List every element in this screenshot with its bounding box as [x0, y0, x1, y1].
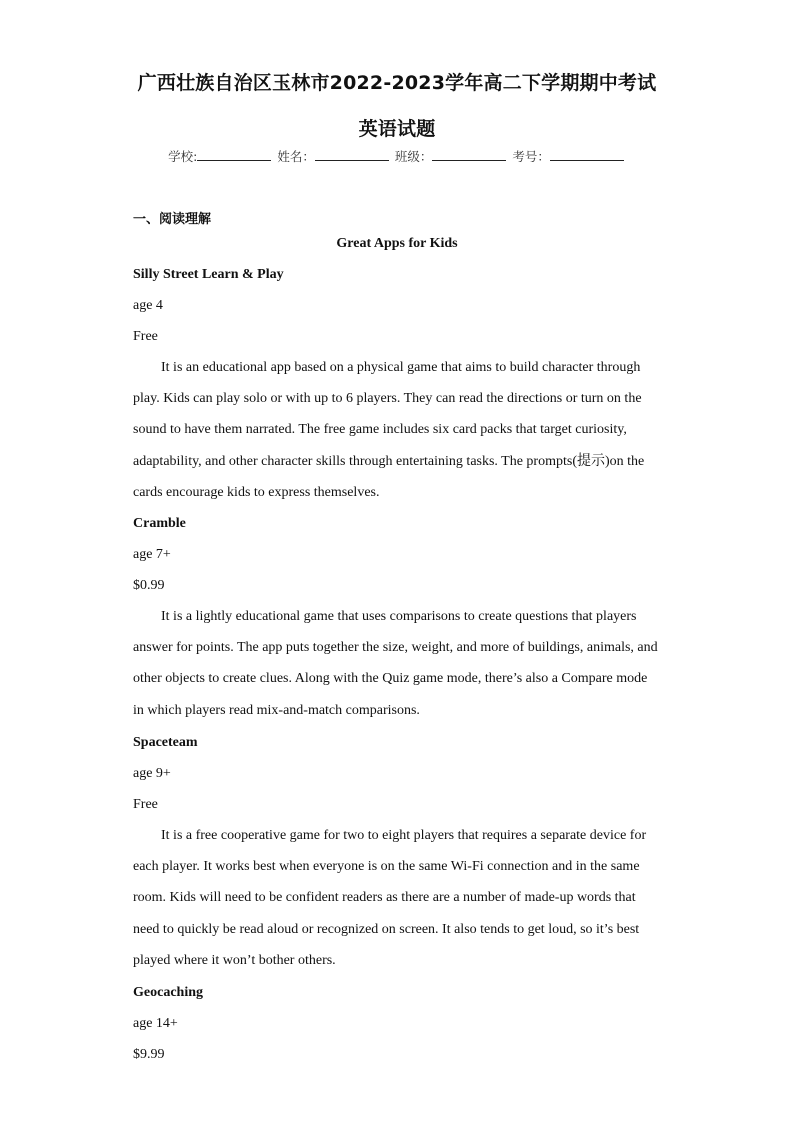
class-label: 班级： — [394, 149, 433, 164]
name-blank[interactable] — [315, 147, 389, 161]
app-age: age 4 — [133, 298, 163, 313]
app-price: Free — [133, 329, 158, 344]
school-blank[interactable] — [197, 147, 271, 161]
class-blank[interactable] — [432, 147, 506, 161]
app-age: age 7+ — [133, 547, 171, 562]
app-name: Spaceteam — [133, 735, 198, 750]
app-description: It is an educational app based on a physical game that aims to build character through play. Kids can play solo or with up to 6 players. They can read the directions or turn on the sound to have them narrated. The free game includes six card packs that target curiosity, adaptability, and other character skills through entertaining tasks. The prompts(提示)on the cards encourage kids to express themselves. — [133, 360, 645, 500]
exam-title: 广西壮族自治区玉林市2022-2023学年高二下学期期中考试 — [137, 72, 657, 94]
exam-number-blank[interactable] — [550, 147, 624, 161]
app-price: $9.99 — [133, 1047, 165, 1062]
student-info-line — [0, 147, 794, 165]
app-age: age 14+ — [133, 1016, 178, 1031]
app-name: Cramble — [133, 516, 186, 531]
app-description: It is a lightly educational game that uses comparisons to create questions that players answer for points. The app puts together the size, weight, and more of buildings, animals, and other objects to create clues. Along with the Quiz game mode, there’s also a Compare mode in which players read mix-and-match comparisons. — [133, 609, 658, 718]
school-label: 学校: — [168, 149, 198, 164]
app-age: age 9+ — [133, 766, 171, 781]
exam-number-label: 考号： — [512, 149, 550, 164]
exam-subtitle: 英语试题 — [358, 118, 436, 140]
app-name: Silly Street Learn & Play — [133, 267, 284, 282]
section-heading: 一、阅读理解 — [133, 212, 212, 227]
app-price: $0.99 — [133, 578, 165, 593]
app-name: Geocaching — [133, 985, 203, 1000]
app-description: It is a free cooperative game for two to eight players that requires a separate device for each player. It works best when everyone is on the same Wi-Fi connection and in the same room. Kids will need to be confident readers as there are a number of made-up words that need to quickly be read aloud or recognized on screen. It also tends to get loud, so it’s best played where it won’t bother others. — [133, 828, 647, 968]
name-label: 姓名： — [277, 149, 315, 164]
passage-title: Great Apps for Kids — [336, 236, 458, 251]
app-price: Free — [133, 797, 158, 812]
